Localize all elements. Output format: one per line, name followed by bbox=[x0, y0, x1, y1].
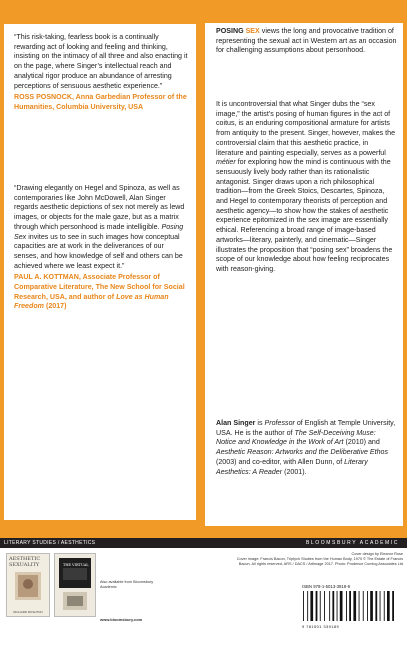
category-label: LITERARY STUDIES / AESTHETICS bbox=[4, 540, 96, 546]
bio-role: Professor bbox=[264, 419, 295, 427]
barcode-bar bbox=[363, 591, 364, 621]
description-paragraph bbox=[216, 100, 397, 275]
barcode-bar bbox=[375, 591, 377, 621]
bio-book: Literary Aesthetics: A Reader bbox=[216, 457, 368, 476]
quote-affiliation: Associate Professor of Comparative Literature, The New School for Social Research, USA, and author of bbox=[14, 273, 185, 301]
bio-part: (2010) and bbox=[345, 438, 380, 447]
bio-paragraph bbox=[216, 419, 397, 477]
barcode-bar bbox=[332, 591, 334, 621]
description-part: It is uncontroversial that what Singer dubs the “sex image,” the artist’s posing of human figures in the act of coitus, is an enduring compositional armature for artists from antiquity to the present. Singer, however, makes the controversial claim that this aesthetic practice, in literature and painting especially, serves as a powerful bbox=[216, 100, 396, 157]
intro-title-sex: SEX bbox=[245, 27, 260, 35]
barcode-bar bbox=[307, 591, 308, 621]
barcode-bar bbox=[329, 591, 330, 621]
cover-credits bbox=[228, 552, 403, 567]
description-part: for exploring how the mind is continuous with the sensuously lively body rather than its rationalistic antagonist. Singer draws upon a rich philosophical tradition—from the Greek Stoics, Descartes, Spinoza, and Hegel to contemporary theorists of perception and aesthetic agency—to show how the stakes of aesthetic experience epitomized in the sex image are essentially ethical. Referencing a broad range of image-based artworks—literary, painterly, and cinematic—Singer illustrates the proposition that “posing sex” broadens the scope of our knowledge about how feeling reciprocates with reason-giving. bbox=[216, 158, 393, 273]
description-panel bbox=[205, 23, 403, 526]
barcode-bar bbox=[349, 591, 351, 621]
barcode-bar bbox=[380, 591, 381, 621]
intro-title-posing: POSING bbox=[216, 27, 244, 35]
related-book-cover bbox=[54, 553, 96, 617]
category-bar bbox=[0, 538, 407, 548]
quote-text bbox=[14, 184, 190, 271]
description-italic: métier bbox=[216, 158, 236, 167]
bio-part: (2001). bbox=[284, 467, 307, 476]
also-available-text: Also available from Bloomsbury Academic bbox=[100, 580, 154, 589]
book-description bbox=[216, 100, 397, 275]
back-cover-footer bbox=[0, 538, 407, 648]
barcode-bar bbox=[316, 591, 318, 621]
barcode-bar bbox=[320, 591, 321, 621]
barcode-bar bbox=[367, 591, 368, 621]
barcode-bar bbox=[346, 591, 347, 621]
barcode-bar bbox=[303, 591, 304, 621]
quote-author: ROSS POSNOCK, bbox=[14, 93, 74, 102]
related-book-title: THE VIRTUAL bbox=[63, 563, 89, 567]
endorsement-posnock bbox=[14, 33, 190, 113]
bio-part: is bbox=[257, 419, 263, 427]
quote-year: (2017) bbox=[45, 302, 67, 311]
barcode-bar bbox=[337, 591, 338, 621]
barcode-bar bbox=[359, 591, 360, 621]
quote-text-part: invites us to see in such images how conceptual capacities are at work in the deliverances of our senses, and how knowledge of self and others can be achieved where we least expect it.” bbox=[14, 232, 183, 270]
quote-text: “This risk-taking, fearless book is a continually rewarding act of looking and feeling and thinking, insisting on the intimacy of all three and also enacting it on the page, where Singer’s intellectual reach and analytical rigor produce an abundance of arresting perceptions of sensuous aesthetic experience.” bbox=[14, 33, 188, 90]
bio-book: The Self-Deceiving Muse: Notice and Knowledge in the Work of Art bbox=[216, 428, 376, 447]
related-book-author: RICHARD RUSHTON bbox=[13, 610, 43, 614]
bio-book: Aesthetic Reason: Artworks and the Deliberative Ethos bbox=[216, 448, 389, 457]
credit-design: Cover design by Eleanor Rose bbox=[351, 552, 403, 556]
author-bio bbox=[216, 419, 397, 477]
barcode-bar bbox=[324, 591, 325, 621]
quote-book-title: Posing Sex bbox=[14, 222, 184, 241]
credit-image: Cover image: Francis Bacon, Triptych Studies from the Human Body, 1970 © The Estate of Francis Bacon. All rights reserved, ARS / DACS / Artimage 2017. Photo: Prudence Cuming Associates Ltd bbox=[236, 557, 403, 566]
cover-artwork bbox=[15, 572, 41, 600]
barcode-digits: 9 781501 339189 bbox=[302, 624, 340, 629]
quote-text-part: “Drawing elegantly on Hegel and Spinoza, as well as contemporaries like John McDowell, Alan Singer regards aesthetic depictions of sex not merely as lewd images, or objects for the male gaze, but as a matrix through which personhood is made intelligible. bbox=[14, 184, 185, 231]
related-book-cover bbox=[6, 553, 50, 617]
related-book-title: AESTHETIC SEXUALITY bbox=[9, 556, 41, 568]
barcode-bar bbox=[353, 591, 356, 621]
book-intro bbox=[216, 27, 397, 56]
barcode-bar bbox=[370, 591, 373, 621]
bio-part: of English at Temple University, USA. He is the author of bbox=[216, 419, 396, 437]
bio-name: Alan Singer bbox=[216, 419, 256, 427]
intro-paragraph bbox=[216, 27, 397, 56]
barcode-bar bbox=[384, 591, 385, 621]
quote-affiliation: Anna Garbedian Professor of the Humanities, Columbia University, USA bbox=[14, 93, 187, 111]
quote-attribution bbox=[14, 93, 190, 112]
intro-text: views the long and provocative tradition of representing the sexual act in Western art as an occasion for challenging assumptions about personhood. bbox=[216, 27, 397, 55]
barcode-bar bbox=[340, 591, 343, 621]
cover-artwork bbox=[63, 592, 87, 610]
barcode-bar bbox=[387, 591, 390, 621]
barcode-bar bbox=[392, 591, 394, 621]
quote-book: Love as Human Freedom bbox=[14, 292, 169, 311]
endorsement-kottman bbox=[14, 184, 190, 312]
quote-attribution bbox=[14, 273, 190, 312]
bio-part: (2003) and co-editor, with Allen Dunn, of bbox=[216, 457, 343, 466]
barcode bbox=[302, 591, 398, 621]
endorsements-panel bbox=[4, 24, 196, 520]
quote-author: PAUL A. KOTTMAN, bbox=[14, 273, 81, 282]
isbn-label: ISBN 978-1-5013-3918-9 bbox=[302, 584, 351, 589]
publisher-label: BLOOMSBURY ACADEMIC bbox=[305, 540, 399, 546]
barcode-bar bbox=[310, 591, 313, 621]
publisher-website[interactable]: www.bloomsbury.com bbox=[100, 617, 143, 622]
